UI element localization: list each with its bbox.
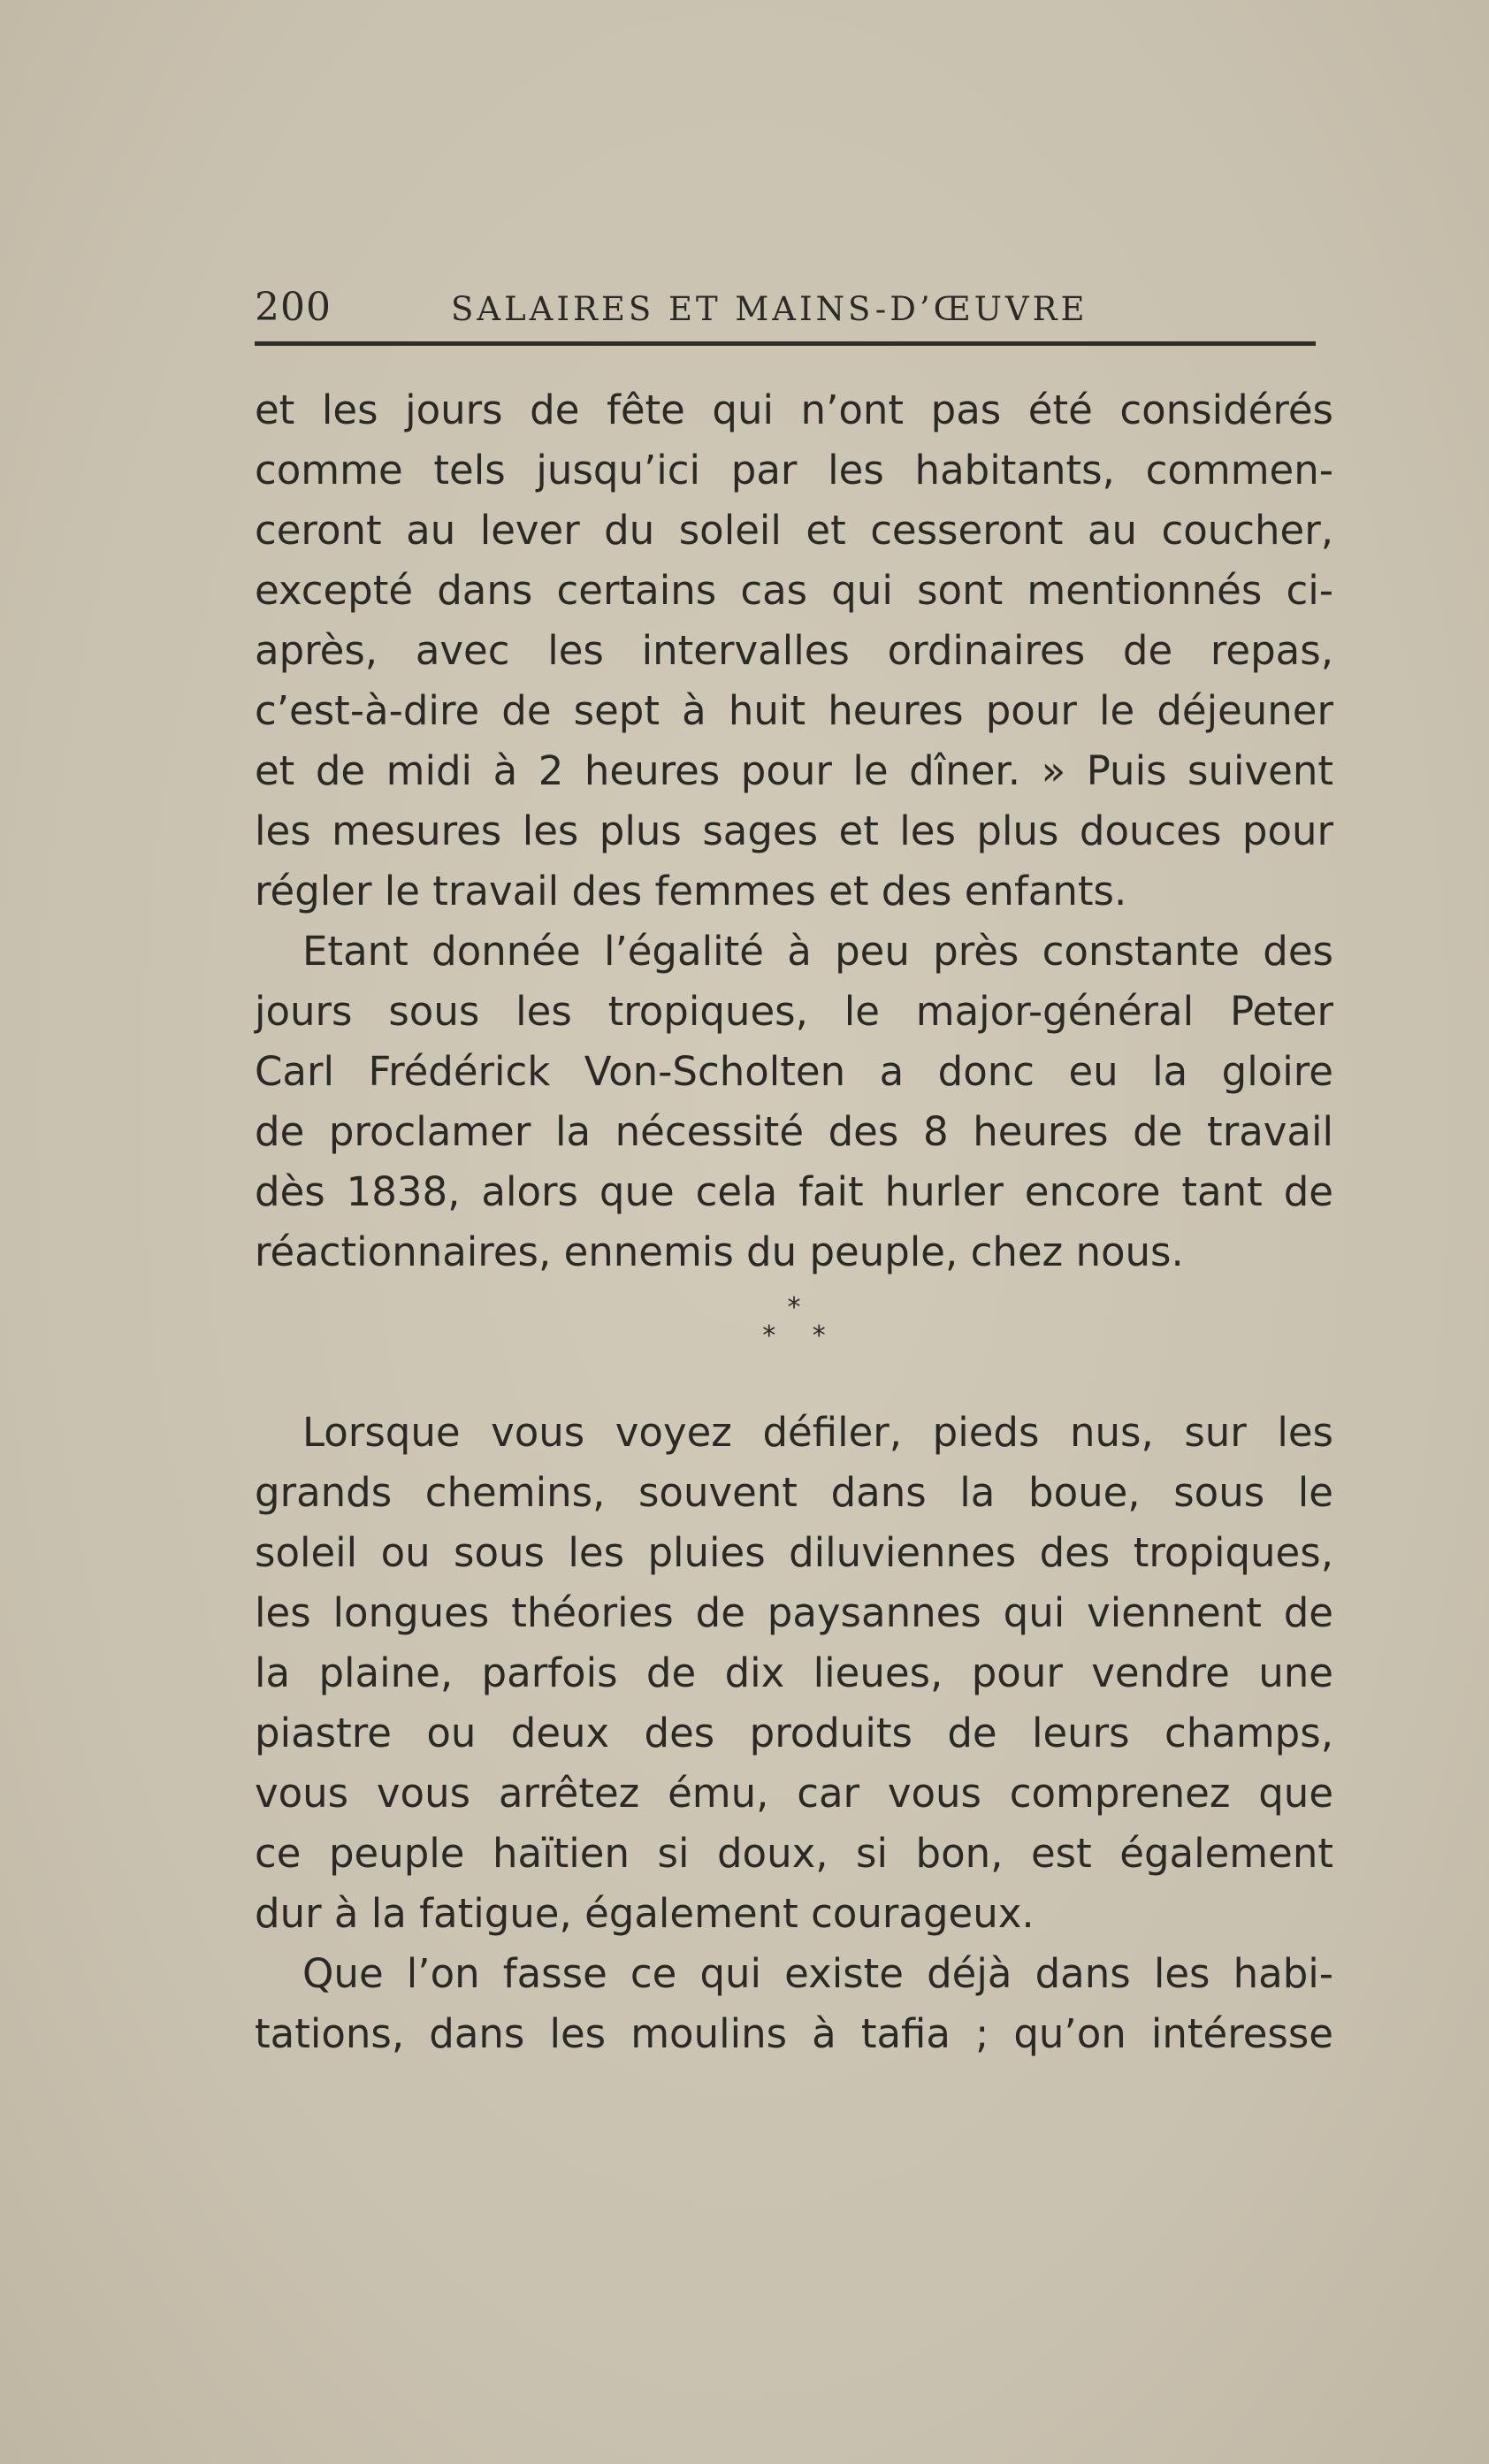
text-line: grands chemins, souvent dans la boue, sous le bbox=[255, 1469, 1333, 1516]
text-line: régler le travail des femmes et des enfants. bbox=[255, 868, 1127, 914]
text-line: dès 1838, alors que cela fait hurler encore tant de bbox=[255, 1168, 1333, 1215]
text-line: ceront au lever du soleil et cesseront au coucher, bbox=[255, 507, 1333, 554]
text-line: vous vous arrêtez ému, car vous comprenez que bbox=[255, 1770, 1333, 1817]
text-line: ce peuple haïtien si doux, si bon, est également bbox=[255, 1830, 1333, 1877]
text-line: de proclamer la nécessité des 8 heures de travail bbox=[255, 1108, 1333, 1155]
section-break-dinkus bbox=[255, 1282, 1333, 1403]
text-line: jours sous les tropiques, le major-général Peter bbox=[255, 988, 1333, 1035]
text-line: et les jours de fête qui n’ont pas été considérés bbox=[255, 386, 1333, 433]
text-line: comme tels jusqu’ici par les habitants, commen- bbox=[255, 447, 1333, 494]
text-line: dur à la fatigue, également courageux. bbox=[255, 1890, 1035, 1937]
text-line: c’est-à-dire de sept à huit heures pour le déjeuner bbox=[255, 687, 1333, 734]
text-line: réactionnaires, ennemis du peuple, chez nous. bbox=[255, 1228, 1184, 1275]
text-line: après, avec les intervalles ordinaires de repas, bbox=[255, 627, 1333, 674]
text-line: piastre ou deux des produits de leurs champs, bbox=[255, 1710, 1333, 1756]
asterisk: * bbox=[762, 1320, 776, 1351]
asterisk: * bbox=[787, 1292, 801, 1323]
page-header bbox=[255, 285, 1316, 338]
text-line: la plaine, parfois de dix lieues, pour vendre une bbox=[255, 1649, 1333, 1696]
body-text bbox=[255, 380, 1333, 2064]
text-line: Carl Frédérick Von-Scholten a donc eu la gloire bbox=[255, 1048, 1333, 1095]
text-line: Que l’on fasse ce qui existe déjà dans les habi- bbox=[302, 1950, 1333, 1997]
running-head: SALAIRES ET MAINS-D’ŒUVRE bbox=[451, 290, 1088, 328]
text-line: les longues théories de paysannes qui viennent de bbox=[255, 1589, 1333, 1636]
header-rule bbox=[255, 341, 1316, 346]
page-number: 200 bbox=[255, 285, 332, 330]
text-line: soleil ou sous les pluies diluviennes des tropiques, bbox=[255, 1529, 1333, 1576]
asterisk: * bbox=[812, 1320, 826, 1351]
text-line: Etant donnée l’égalité à peu près constante des bbox=[302, 928, 1333, 975]
text-line: et de midi à 2 heures pour le dîner. » Puis suivent bbox=[255, 747, 1333, 794]
text-line: Lorsque vous voyez défiler, pieds nus, sur les bbox=[302, 1409, 1333, 1456]
text-line: tations, dans les moulins à tafia ; qu’on intéresse bbox=[255, 2010, 1333, 2057]
text-line: excepté dans certains cas qui sont mentionnés ci- bbox=[255, 567, 1333, 614]
text-line: les mesures les plus sages et les plus douces pour bbox=[255, 807, 1333, 854]
